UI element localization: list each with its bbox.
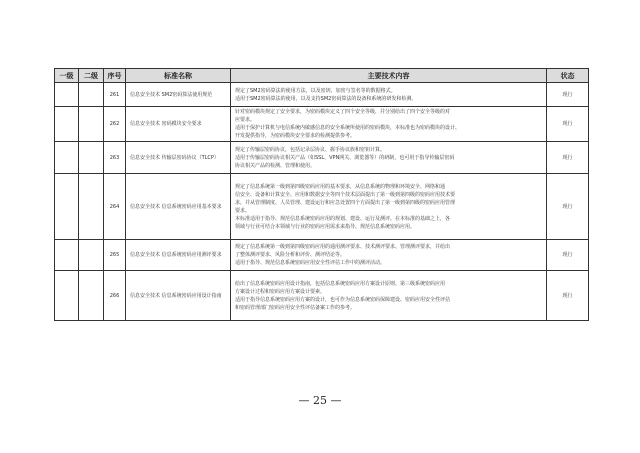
header-number: 序号 bbox=[104, 69, 126, 83]
status-cell: 现行 bbox=[547, 271, 589, 321]
content-line: 规定了传输层密码协议，包括记录层协议、握手协议族和密钥计算。 bbox=[235, 146, 386, 153]
content-line: 适用于指导信息系统密码应用方案的设计，也可作为信息系统密码保障建设、密码应用安全性评估 bbox=[235, 296, 451, 303]
content-line: 领域与行业可结合本领域与行业的密码应用需求来指导、规范信息系统密码应用。 bbox=[235, 223, 416, 230]
standard-name: 信息安全技术 信息系统密码应用设计指南 bbox=[126, 271, 231, 321]
main-content bbox=[231, 174, 547, 240]
level-1-cell bbox=[55, 271, 79, 321]
level-1-cell bbox=[55, 107, 79, 142]
header-main-content: 主要技术内容 bbox=[231, 69, 547, 83]
page-number: — 25 — bbox=[298, 394, 342, 407]
main-content bbox=[231, 107, 547, 142]
level-1-cell bbox=[55, 174, 79, 240]
content-line: 适用于传输层密码协议相关产品（如SSL、VPN网关、浏览器等）的研制，也可用于指导传输层密码 bbox=[235, 154, 455, 161]
standard-name: 信息安全技术 传输层密码协议（TLCP） bbox=[126, 142, 231, 174]
level-1-cell bbox=[55, 142, 79, 174]
main-content bbox=[231, 271, 547, 321]
status-cell: 现行 bbox=[547, 174, 589, 240]
table-row bbox=[55, 271, 589, 321]
table-row bbox=[55, 142, 589, 174]
level-1-cell bbox=[55, 83, 79, 107]
level-2-cell bbox=[79, 174, 104, 240]
content-line: 规定了SM2密码算法的使用方法，以及密钥、加密与签名等的数据格式。 bbox=[235, 87, 396, 94]
content-line: 信安全、设备和计算安全、应用和数据安全等四个技术层面提出了第一级到第四级的密码应用技术要 bbox=[235, 191, 456, 198]
content-line: 适用于指导、规范信息系统密码应用安全性评估工作中的测评活动。 bbox=[235, 260, 386, 266]
standard-name: 信息安全技术 SM2密码算法使用规范 bbox=[126, 83, 231, 107]
content-line: 求，并从管理制度、人员管理、建设运行和应急处置四个方面提出了第一级到第四级的密码应用管理 bbox=[235, 199, 456, 206]
content-line: 方案设计过程和密码应用方案设计要素。 bbox=[235, 288, 326, 295]
status-cell: 现行 bbox=[547, 83, 589, 107]
row-number: 266 bbox=[104, 271, 126, 321]
status-cell: 现行 bbox=[547, 240, 589, 271]
standard-name: 信息安全技术 信息系统密码应用基本要求 bbox=[126, 174, 231, 240]
status-cell: 现行 bbox=[547, 107, 589, 142]
status-cell: 现行 bbox=[547, 142, 589, 174]
header-standard-name: 标准名称 bbox=[126, 69, 231, 83]
content-line: 给出了信息系统密码应用设计指南，包括信息系统密码应用方案设计原则、第三级系统密码应用 bbox=[235, 280, 446, 287]
content-line: 了整体测评要求、风险分析和评价、测评结论等。 bbox=[235, 252, 346, 258]
table-body bbox=[55, 83, 589, 321]
main-content bbox=[231, 83, 547, 107]
standard-name: 信息安全技术 信息系统密码应用测评要求 bbox=[126, 240, 231, 271]
content-line: 要求。 bbox=[235, 207, 251, 214]
content-line: 和密码管理部门密码应用安全性评估备案工作的参考。 bbox=[235, 304, 356, 311]
level-1-cell bbox=[55, 240, 79, 271]
level-2-cell bbox=[79, 271, 104, 321]
row-number: 264 bbox=[104, 174, 126, 240]
row-number: 265 bbox=[104, 240, 126, 271]
row-number: 262 bbox=[104, 107, 126, 142]
row-number: 263 bbox=[104, 142, 126, 174]
level-2-cell bbox=[79, 142, 104, 174]
main-content bbox=[231, 240, 547, 271]
content-line: 适用于SM2密码算法的使用，以及支持SM2密码算法的设备和系统的研发和检测。 bbox=[235, 95, 417, 102]
table-row bbox=[55, 107, 589, 142]
standard-name: 信息安全技术 密码模块安全要求 bbox=[126, 107, 231, 142]
header-level-2: 二级 bbox=[79, 69, 104, 83]
table-row bbox=[55, 174, 589, 240]
level-2-cell bbox=[79, 240, 104, 271]
row-number: 261 bbox=[104, 83, 126, 107]
level-2-cell bbox=[79, 83, 104, 107]
content-line: 针对密码模块规定了安全要求，为密码模块定义了四个安全等级，并分别给出了四个安全等级的对 bbox=[235, 109, 451, 115]
content-line: 协议相关产品的检测、管理和使用。 bbox=[235, 162, 316, 169]
content-line: 规定了信息系统第一级到第四级密码应用的基本要求，从信息系统的物理和环境安全、网络和通 bbox=[235, 183, 446, 190]
table-row bbox=[55, 83, 589, 107]
header-status: 状态 bbox=[547, 69, 589, 83]
content-line: 应要求。 bbox=[235, 117, 256, 123]
content-line: 规定了信息系统第一级到第四级密码应用的通用测评要求、技术测评要求、管理测评要求，并给出 bbox=[235, 244, 451, 250]
content-line: 开发提供指导，为密码模块安全要求的检测提供参考。 bbox=[235, 133, 356, 139]
standards-table bbox=[54, 68, 589, 321]
table-row bbox=[55, 240, 589, 271]
content-line: 适用于保护计算机与电信系统内敏感信息的安全系统所使用的密码模块，本标准也为密码模块的设计、 bbox=[235, 125, 461, 131]
header-level-1: 一级 bbox=[55, 69, 79, 83]
level-2-cell bbox=[79, 107, 104, 142]
content-line: 本标准适用于指导、规范信息系统密码应用的规划、建设、运行及测评。在本标准的基础之上，各 bbox=[235, 215, 451, 222]
table-header-row bbox=[55, 69, 589, 83]
main-content bbox=[231, 142, 547, 174]
